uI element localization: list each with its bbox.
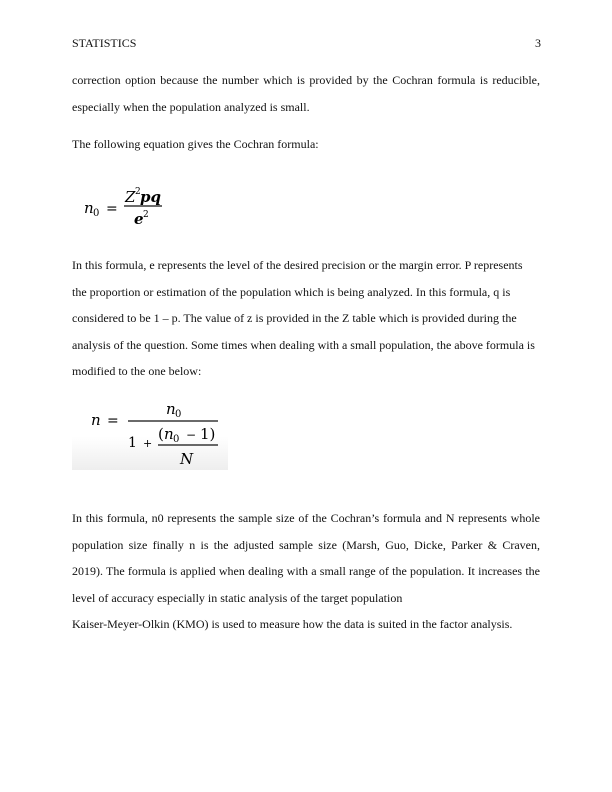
eq2-denominator-one: 1 — [128, 435, 137, 451]
eq1-denominator-e: e — [134, 210, 144, 228]
adjusted-sample-size-equation — [72, 396, 228, 470]
paragraph-line: population size finally n is the adjusted sample size (Marsh, Guo, Dicke, Parker & Craven, — [72, 537, 540, 552]
eq2-numerator-subscript: 0 — [175, 409, 182, 420]
paragraph-line: especially when the population analyzed is small. — [72, 99, 310, 114]
paragraph-correction — [72, 67, 540, 120]
eq2-inner-n: n — [164, 425, 174, 443]
paragraph-adjusted-sample — [72, 505, 540, 638]
paragraph-intro-cochran — [72, 131, 540, 158]
paragraph-formula-explanation — [72, 252, 540, 385]
eq2-denominator-n-capital: N — [180, 450, 194, 468]
eq2-numerator-n: n — [166, 400, 176, 418]
eq1-equals: = — [106, 201, 118, 217]
paragraph-line: correction option because the number which is provided by the Cochran formula is reducible, — [72, 73, 540, 87]
eq1-denominator-exponent: 2 — [143, 210, 149, 220]
paragraph-line: In this formula, n0 represents the sample size of the Cochran’s formula and N represents whole — [72, 511, 540, 525]
page-number: 3 — [535, 36, 541, 50]
paragraph-line: level of accuracy especially in static analysis of the target population — [72, 590, 403, 605]
paragraph-line: In this formula, e represents the level of the desired precision or the margin error. P represents — [72, 258, 523, 272]
eq1-numerator-z: Z — [125, 188, 136, 206]
eq1-lhs-n: n — [84, 199, 94, 217]
eq2-inner-one: 1) — [200, 425, 216, 443]
eq2-lhs-n: n — [91, 411, 101, 429]
paragraph-line: analysis of the question. Some times when dealing with a small population, the above formula is — [72, 337, 535, 352]
eq1-numerator-pq: pq — [140, 188, 161, 206]
paragraph-line: considered to be 1 – p. The value of z is provided in the Z table which is provided during the — [72, 311, 517, 326]
eq2-minus: − — [186, 428, 197, 442]
paragraph-line: Kaiser-Meyer-Olkin (KMO) is used to measure how the data is suited in the factor analysis. — [72, 617, 513, 632]
eq1-numerator-exponent: 2 — [135, 187, 141, 197]
eq2-denominator-plus: + — [143, 437, 153, 450]
paragraph-line: the proportion or estimation of the population which is being analyzed. In this formula, q is — [72, 284, 511, 299]
eq2-left-paren: ( — [158, 425, 164, 443]
cochran-formula-equation — [72, 176, 202, 236]
paragraph-line: The following equation gives the Cochran formula: — [72, 137, 319, 151]
eq2-inner-subscript: 0 — [173, 434, 180, 445]
paragraph-line: 2019). The formula is applied when dealing with a small range of the population. It increases the — [72, 564, 540, 579]
running-header-title: STATISTICS — [72, 36, 137, 50]
paragraph-line: modified to the one below: — [72, 364, 202, 379]
eq1-lhs-subscript: 0 — [93, 208, 100, 219]
eq2-equals: = — [107, 413, 119, 429]
